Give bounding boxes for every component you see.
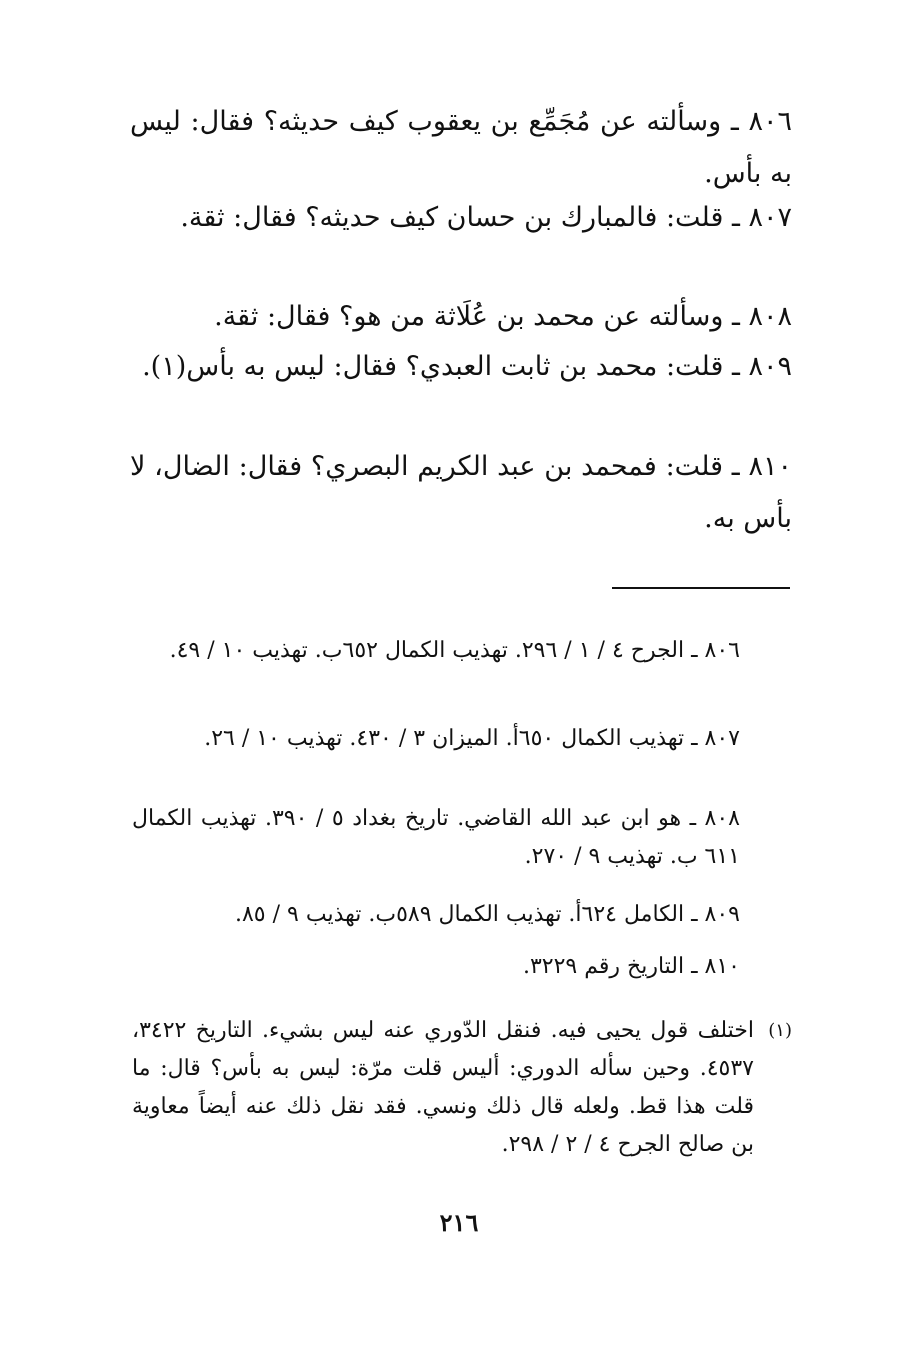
- footnote: [132, 1012, 792, 1172]
- note-810-text: ٨١٠ ـ التاريخ رقم ٣٢٢٩.: [522, 954, 740, 979]
- entry-807-text: ٨٠٧ ـ قلت: فالمبارك بن حسان كيف حديثه؟ فقال: ثقة.: [180, 202, 792, 233]
- note-808: [132, 800, 740, 876]
- note-809: [132, 896, 740, 934]
- entry-810: [130, 441, 792, 545]
- entry-806: [130, 96, 792, 200]
- entry-808: [130, 291, 792, 343]
- note-808-text: ٨٠٨ ـ هو ابن عبد الله القاضي. تاريخ بغداد ٥ / ٣٩٠. تهذيب الكمال ٦١١ ب. تهذيب ٩ / ٢٧٠.: [132, 806, 740, 869]
- note-807-text: ٨٠٧ ـ تهذيب الكمال ٦٥٠أ. الميزان ٣ / ٤٣٠. تهذيب ١٠ / ٢٦.: [204, 726, 740, 751]
- entry-806-text: ٨٠٦ ـ وسألته عن مُجَمِّع بن يعقوب كيف حديثه؟ فقال: ليس به بأس.: [130, 106, 792, 189]
- note-807: [132, 720, 740, 758]
- entry-807: [130, 192, 792, 244]
- page-number: ٢١٦: [439, 1208, 479, 1237]
- note-809-text: ٨٠٩ ـ الكامل ٦٢٤أ. تهذيب الكمال ٥٨٩ب. تهذيب ٩ / ٨٥.: [234, 902, 740, 927]
- footnote-marker: (١): [768, 1020, 792, 1041]
- entry-810-text: ٨١٠ ـ قلت: فمحمد بن عبد الكريم البصري؟ فقال: الضال، لا بأس به.: [130, 451, 792, 534]
- note-806: [132, 632, 740, 670]
- entry-809-text: ٨٠٩ ـ قلت: محمد بن ثابت العبدي؟ فقال: ليس به بأس(١).: [142, 351, 792, 382]
- note-810: [132, 948, 740, 986]
- footnote-text: اختلف قول يحيى فيه. فنقل الدّوري عنه ليس بشيء. التاريخ ٣٤٢٢، ٤٥٣٧. وحين سأله الدوري: أليس قلت مرّة: ليس به بأس؟ قال: ما قلت هذا قط. ولعله قال ذلك ونسي. فقد نقل ذلك عنه أيضاً معاوية بن صالح الجرح ٤ / ٢ / ٢٩٨.: [132, 1018, 754, 1157]
- footnote-separator: [612, 587, 790, 589]
- note-806-text: ٨٠٦ ـ الجرح ٤ / ١ / ٢٩٦. تهذيب الكمال ٦٥٢ب. تهذيب ١٠ / ٤٩.: [169, 638, 740, 663]
- entry-809: [130, 341, 792, 393]
- entry-808-text: ٨٠٨ ـ وسألته عن محمد بن عُلَاثة من هو؟ فقال: ثقة.: [214, 301, 792, 332]
